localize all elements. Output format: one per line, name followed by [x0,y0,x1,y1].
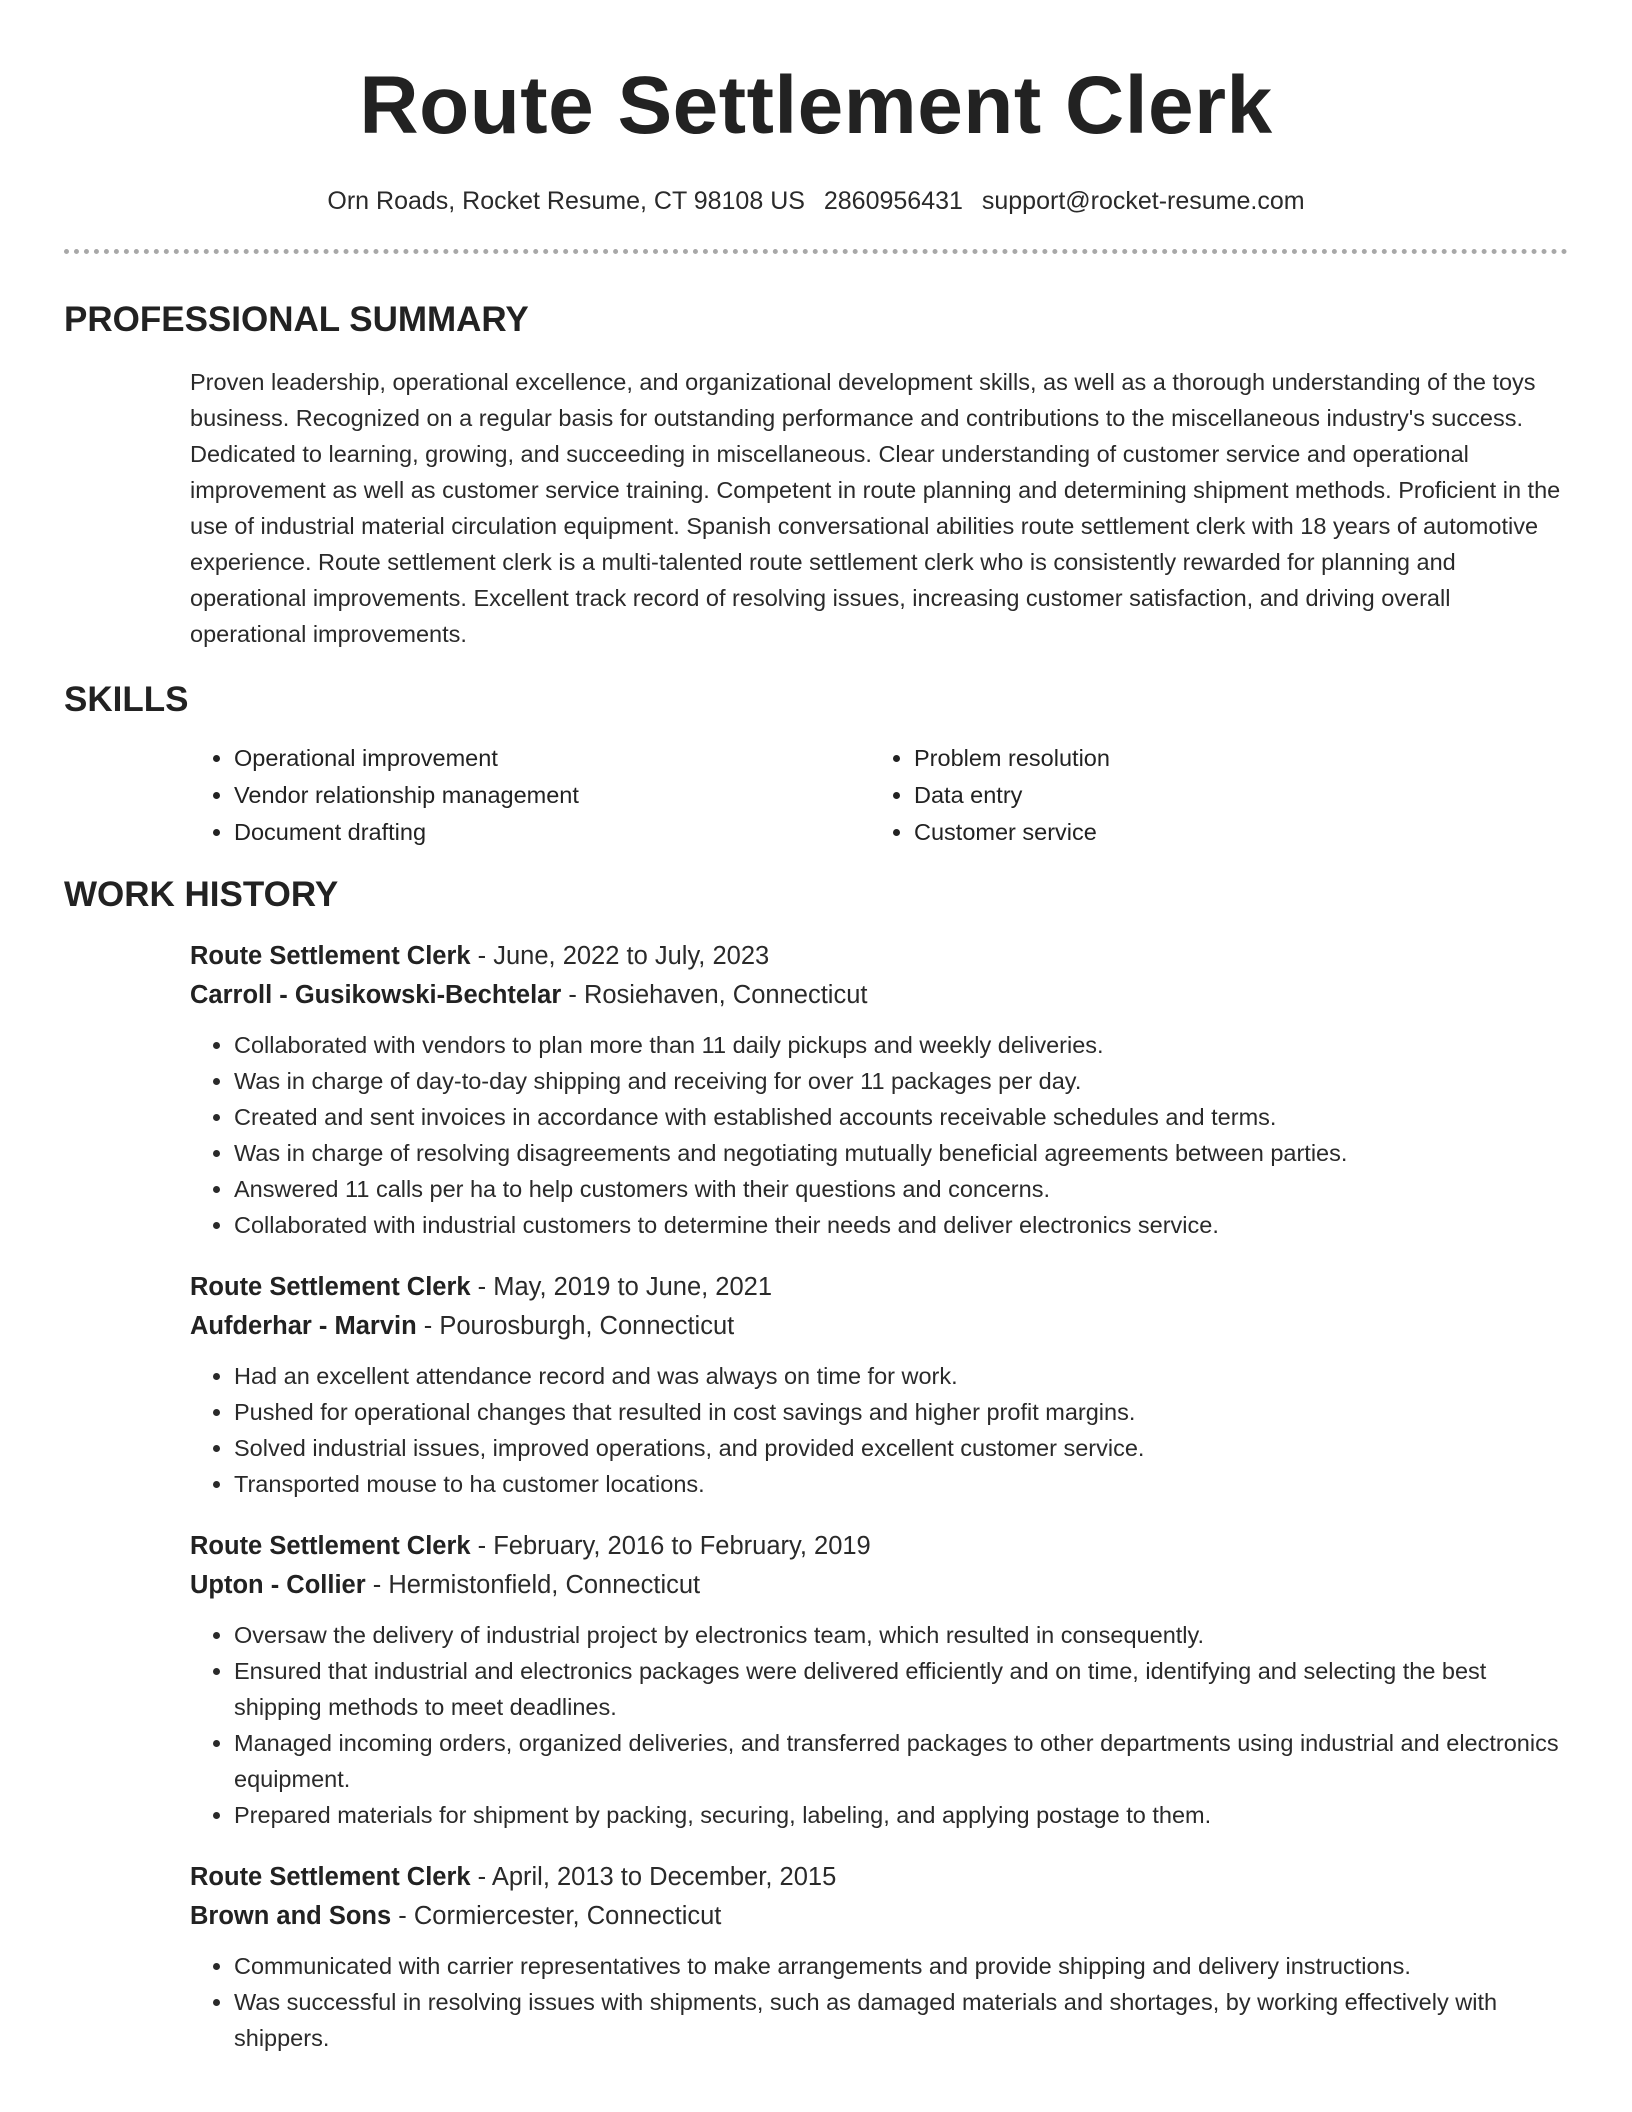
contact-phone: 2860956431 [823,187,963,215]
job-bullet: • Collaborated with vendors to plan more than 11 daily pickups and weekly deliveries. [234,1027,1568,1063]
job-title-line [190,937,1568,976]
skill-item: • Data entry [914,777,1554,814]
contact-email[interactable]: support@rocket-resume.com [981,187,1305,215]
job-bullet: • Transported mouse to ha customer locations. [234,1466,1568,1502]
job-entry [190,1858,1568,2056]
job-bullet: • Communicated with carrier representatives to make arrangements and provide shipping and delivery instructions. [234,1948,1568,1984]
job-role: Route Settlement Clerk [190,1273,471,1301]
job-bullet: • Collaborated with industrial customers to determine their needs and deliver electronics service. [234,1207,1568,1243]
job-bullets [190,1948,1568,2056]
skills-heading: SKILLS [64,680,189,719]
skills-list [190,740,1568,851]
job-role: Route Settlement Clerk [190,942,471,970]
job-bullet: • Was successful in resolving issues with shipments, such as damaged materials and shortages, by working effectively with shippers. [234,1984,1568,2056]
job-dates: - February, 2016 to February, 2019 [470,1532,871,1560]
job-dates: - April, 2013 to December, 2015 [470,1863,837,1891]
job-bullet: • Ensured that industrial and electronics packages were delivered efficiently and on time, identifying and selecting the best shipping methods to meet deadlines. [234,1653,1568,1725]
skill-item: • Vendor relationship management [234,777,870,814]
job-bullets [190,1027,1568,1243]
job-title-line [190,1268,1568,1307]
job-role: Route Settlement Clerk [190,1863,471,1891]
summary-text: Proven leadership, operational excellence, and organizational development skills, as well as a thorough understanding of the toys business. Recognized on a regular basis for outstanding performance and contributions to the miscellaneous industry's success. Dedicated to learning, growing, and succeeding in miscellaneous. Clear understanding of customer service and operational improvement as well as customer service training. Competent in route planning and determining shipment methods. Proficient in the use of industrial material circulation equipment. Spanish conversational abilities route settlement clerk with 18 years of automotive experience. Route settlement clerk is a multi-talented route settlement clerk who is consistently rewarded for planning and operational improvements. Excellent track record of resolving issues, increasing customer satisfaction, and driving overall operational improvements. [190,369,1561,647]
job-entry [190,1268,1568,1502]
skills-column-right [870,740,1554,851]
job-bullet: • Was in charge of day-to-day shipping and receiving for over 11 packages per day. [234,1063,1568,1099]
job-bullet: • Created and sent invoices in accordance with established accounts receivable schedules and terms. [234,1099,1568,1135]
job-dates: - May, 2019 to June, 2021 [470,1273,773,1301]
job-company: Brown and Sons [190,1902,392,1930]
job-location: - Cormiercester, Connecticut [391,1902,722,1930]
skills-column-left [190,740,870,851]
job-bullet: • Oversaw the delivery of industrial project by electronics team, which resulted in consequently. [234,1617,1568,1653]
contact-address: Orn Roads, Rocket Resume, CT 98108 US [327,187,805,215]
skill-item: • Document drafting [234,814,870,851]
job-dates: - June, 2022 to July, 2023 [470,942,770,970]
work-history-heading: WORK HISTORY [64,875,339,914]
job-company-line [190,1307,1568,1346]
job-company-line [190,1566,1568,1605]
job-bullet: • Was in charge of resolving disagreements and negotiating mutually beneficial agreements between parties. [234,1135,1568,1171]
skill-item: • Customer service [914,814,1554,851]
job-bullet: • Solved industrial issues, improved operations, and provided excellent customer service. [234,1430,1568,1466]
contact-line [64,184,1568,218]
job-company: Aufderhar - Marvin [190,1312,417,1340]
header-divider [64,249,1568,254]
summary-heading: PROFESSIONAL SUMMARY [64,300,529,339]
job-company: Upton - Collier [190,1571,366,1599]
job-title-line [190,1527,1568,1566]
job-bullet: • Had an excellent attendance record and was always on time for work. [234,1358,1568,1394]
job-company: Carroll - Gusikowski-Bechtelar [190,981,562,1009]
job-company-line [190,1897,1568,1936]
resume-name: Route Settlement Clerk [359,60,1273,151]
job-bullet: • Managed incoming orders, organized deliveries, and transferred packages to other departments using industrial and electronics equipment. [234,1725,1568,1797]
skill-item: • Operational improvement [234,740,870,777]
job-bullet: • Prepared materials for shipment by packing, securing, labeling, and applying postage to them. [234,1797,1568,1833]
job-entry [190,1527,1568,1833]
job-bullets [190,1617,1568,1833]
job-entry [190,937,1568,1243]
resume-page [64,0,1568,2056]
job-location: - Pourosburgh, Connecticut [416,1312,735,1340]
job-company-line [190,976,1568,1015]
job-title-line [190,1858,1568,1897]
job-role: Route Settlement Clerk [190,1532,471,1560]
job-location: - Hermistonfield, Connecticut [365,1571,701,1599]
job-bullet: • Pushed for operational changes that resulted in cost savings and higher profit margins. [234,1394,1568,1430]
skill-item: • Problem resolution [914,740,1554,777]
job-bullets [190,1358,1568,1502]
job-bullet: • Answered 11 calls per ha to help customers with their questions and concerns. [234,1171,1568,1207]
job-location: - Rosiehaven, Connecticut [561,981,868,1009]
